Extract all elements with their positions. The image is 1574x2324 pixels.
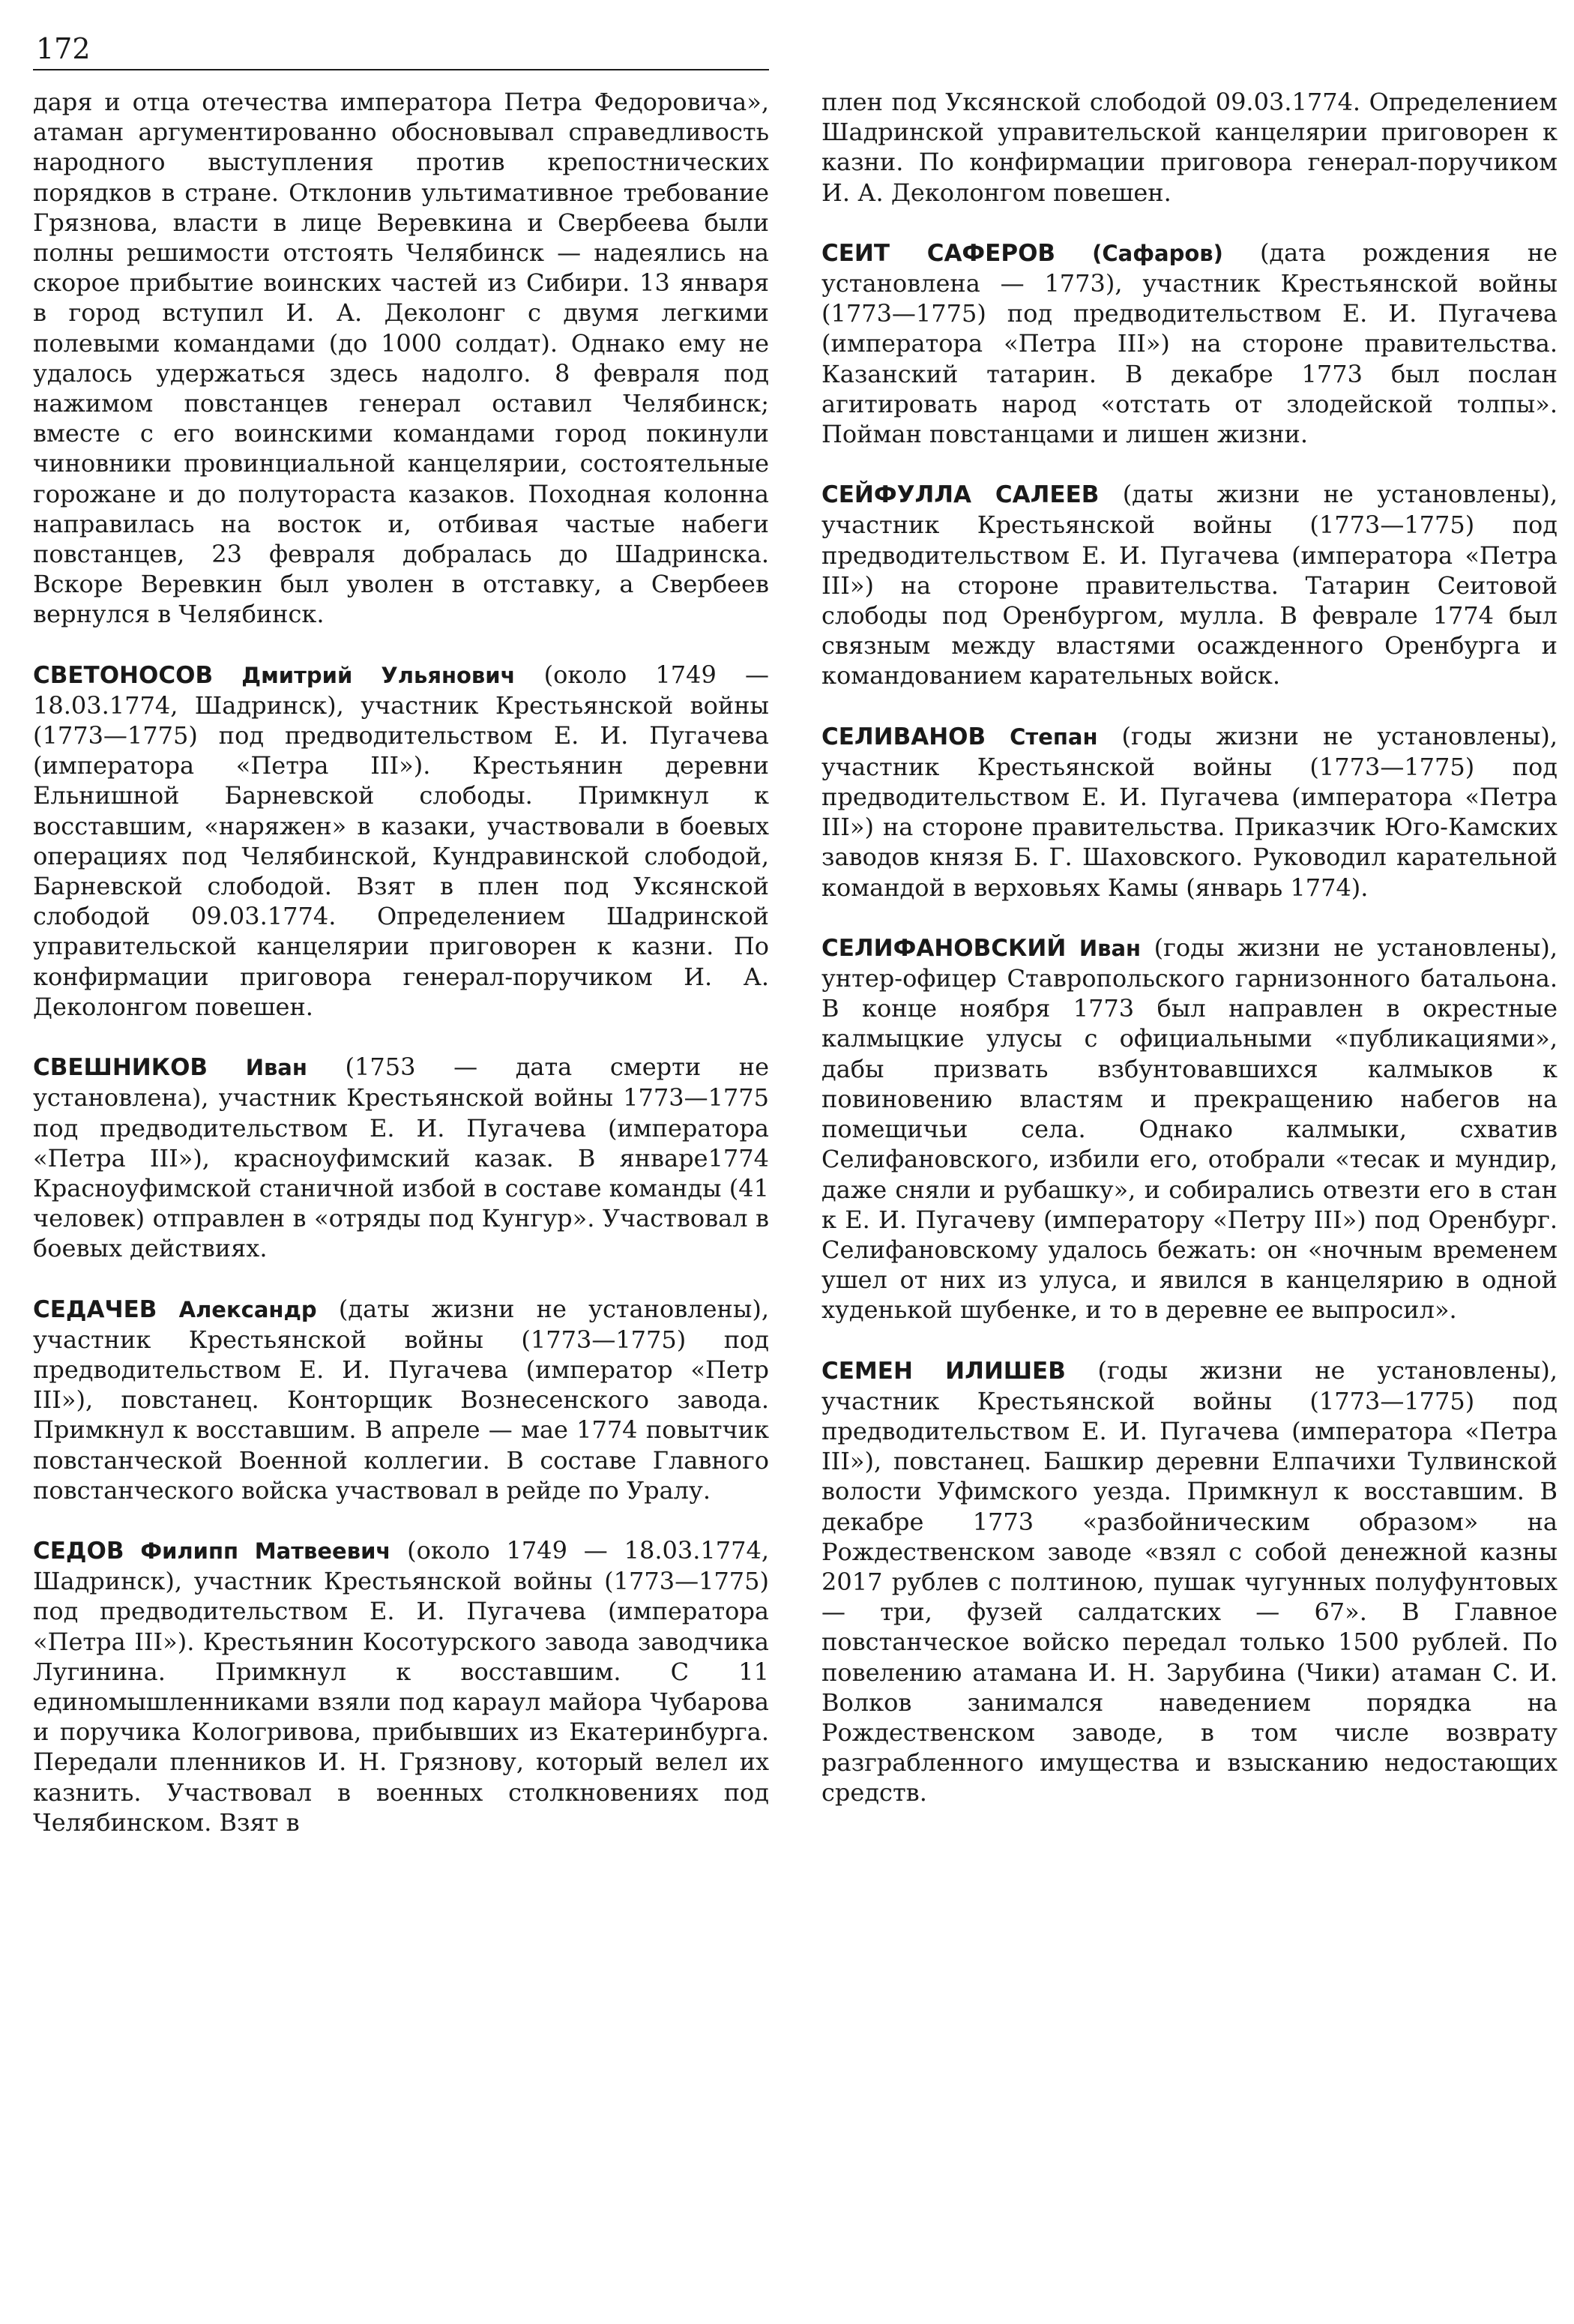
left-continuation-text: даря и отца отечества императора Петра Федоровича», атаман аргументированно обосновывал справедливость народного выступления против крепостнических порядков в стране. Отклонив ультимативное требование Грязнова, власти в лице Веревкина и Свербеева были полны решимости отстоять Челябинск — надеялись на скорое прибытие воинских частей из Сибири. 13 января в город вступил И. А. Деколонг с двумя легкими полевыми командами (до 1000 солдат). Однако ему не удалось удержаться здесь надолго. 8 февраля под нажимом повстанцев генерал оставил Челябинск; вместе с его воинскими командами город покинули чиновники провинциальной канцелярии, состоятельные горожане и до полутораста казаков. Походная колонна направилась на восток и, отбивая частые набеги повстанцев, 23 февраля добралась до Шадринска. Вскоре Веревкин был уволен в отставку, а Свербеев вернулся в Челябинск.: [33, 88, 769, 629]
entry-headword: СЕЛИВАНОВ: [821, 723, 986, 750]
entry-given-name: Дмитрий Ульянович: [241, 662, 516, 688]
entry-headword: СЕМЕН ИЛИШЕВ: [821, 1357, 1066, 1385]
entry-headword: СЕИТ САФЕРОВ: [821, 239, 1056, 267]
entry-seyfulla-saleev: [821, 479, 1558, 690]
entry-svetonosov: [33, 660, 769, 1022]
header-rule: [33, 69, 769, 70]
entry-given-name: Александр: [178, 1296, 317, 1322]
entry-body: (даты жизни не установлены), участник Крестьянской войны (1773—1775) под предводительством Е. И. Пугачева (императора «Петра III») на стороне правительства. Татарин Сеитовой слободы под Оренбургом, мулла. В феврале 1774 был связным между властями осажденного Оренбурга и командованием карательных войск.: [821, 480, 1558, 690]
page-number: 172: [36, 32, 91, 65]
entry-headword: СЕЙФУЛЛА САЛЕЕВ: [821, 481, 1100, 509]
entry-body: (дата рождения не установлена — 1773), участник Крестьянской войны (1773—1775) под предводительством Е. И. Пугачева (императора «Петра III») на стороне правительства. Казанский татарин. В декабре 1773 был послан агитировать народ «отстать от злодейской толпы». Пойман повстанцами и лишен жизни.: [821, 238, 1558, 449]
right-column: [821, 87, 1558, 1838]
entry-given-name: (Сафаров): [1092, 240, 1223, 266]
entry-body: (1753 — дата смерти не установлена), участник Крестьянской войны 1773—1775 под предводительством Е. И. Пугачева (императора «Петра III»), красноуфимский казак. В январе1774 Красноуфимской станичной избой в составе команды (41 человек) отправлен в «отряды под Кунгур». Участвовал в боевых действиях.: [33, 1053, 770, 1263]
entry-selivanov: [821, 721, 1558, 903]
right-continuation-text: плен под Уксянской слободой 09.03.1774. Определением Шадринской управительской канцелярии приговорен к казни. По конфирмации приговора генерал-поручиком И. А. Деколонгом повешен.: [821, 88, 1558, 207]
entry-sedachev: [33, 1294, 769, 1505]
entry-body: (около 1749 — 18.03.1774, Шадринск), участник Крестьянской войны (1773—1775) под предводительством Е. И. Пугачева (императора «Петра III»). Крестьянин Косотурского завода заводчика Лугинина. Примкнул к восставшим. С 11 единомышленниками взяли под караул майора Чубарова и поручика Кологривова, прибывших из Екатеринбурга. Передали пленников И. Н. Грязнову, который велел их казнить. Участвовал в военных столкновениях под Челябинском. Взят в: [33, 1535, 769, 1837]
entry-given-name: Иван: [1079, 935, 1142, 961]
entry-headword: СВЕТОНОСОВ: [33, 661, 214, 689]
entry-body: (годы жизни не установлены), участник Крестьянской войны (1773—1775) под предводительством Е. И. Пугачева (императора «Петра III»), повстанец. Башкир деревни Елпачихи Тулвинской волости Уфимского уезда. Примкнул к восставшим. В декабре 1773 «разбойническим образом» на Рождественском заводе «взял с собой денежной казны 2017 рублев с полтиною, пушак чугунных полуфунтовых — три, фузей салдатских — 67». В Главное повстанческое войско передал только 1500 рублей. По повелению атамана И. Н. Зарубина (Чики) атаман С. И. Волков занимался наведением порядка на Рождественском заводе, в том числе возврату разграбленного имущества и взысканию недостающих средств.: [821, 1355, 1558, 1807]
entry-body: (даты жизни не установлены), участник Крестьянской войны (1773—1775) под предводительством Е. И. Пугачева (император «Петр III»), повстанец. Конторщик Вознесенского завода. Примкнул к восставшим. В апреле — мае 1774 повытчик повстанческой Военной коллегии. В составе Главного повстанческого войска участвовал в рейде по Уралу.: [33, 1294, 770, 1505]
entry-selifanovsky: [821, 933, 1558, 1325]
entry-given-name: Степан: [1010, 723, 1098, 750]
entry-headword: СВЕШНИКОВ: [33, 1054, 208, 1082]
entry-headword: СЕЛИФАНОВСКИЙ: [821, 934, 1067, 962]
entry-sveshnikov: [33, 1052, 769, 1263]
entry-given-name: Иван: [245, 1055, 307, 1081]
left-column: [33, 87, 769, 1867]
entry-headword: СЕДОВ: [33, 1537, 124, 1565]
entry-sedov: [33, 1535, 769, 1837]
entry-seit-saferov: [821, 238, 1558, 449]
entry-body: (годы жизни не установлены), участник Крестьянской войны (1773—1775) под предводительством Е. И. Пугачева (императора «Петра III») на стороне правительства. Приказчик Юго-Камских заводов князя Б. Г. Шаховского. Руководил карательной командой в верховьях Камы (январь 1774).: [821, 721, 1558, 902]
entry-body: (около 1749 — 18.03.1774, Шадринск), участник Крестьянской войны (1773—1775) под предводительством Е. И. Пугачева (императора «Петра III»). Крестьянин деревни Ельнишной Барневской слободы. Примкнул к восставшим, «наряжен» в казаки, участвовали в боевых операциях под Челябинской, Кундравинской слободой, Барневской слободой. Взят в плен под Уксянской слободой 09.03.1774. Определением Шадринской управительской канцелярии приговорен к казни. По конфирмации приговора генерал-поручиком И. А. Деколонгом повешен.: [33, 660, 769, 1021]
entry-headword: СЕДАЧЕВ: [33, 1295, 157, 1323]
entry-semen-ilishev: [821, 1355, 1558, 1808]
entry-body: (годы жизни не установлены), унтер-офицер Ставропольского гарнизонного батальона. В конце ноября 1773 был направлен в окрестные калмыцкие улусы с официальными «публикациями», дабы призвать взбунтовавшихся калмыков к повиновению властям и прекращению набегов на помещичьи села. Однако калмыки, схватив Селифановского, избили его, отобрали «тесак и мундир, даже сняли и рубашку», и собирались отвезти его в стан к Е. И. Пугачеву (императору «Петру III») под Оренбург. Селифановскому удалось бежать: он «ночным временем ушел от них из улуса, и явился в канцелярию в одной худенькой шубенке, и то в деревне ее выпросил».: [821, 933, 1558, 1325]
entry-given-name: Филипп Матвеевич: [140, 1538, 391, 1564]
